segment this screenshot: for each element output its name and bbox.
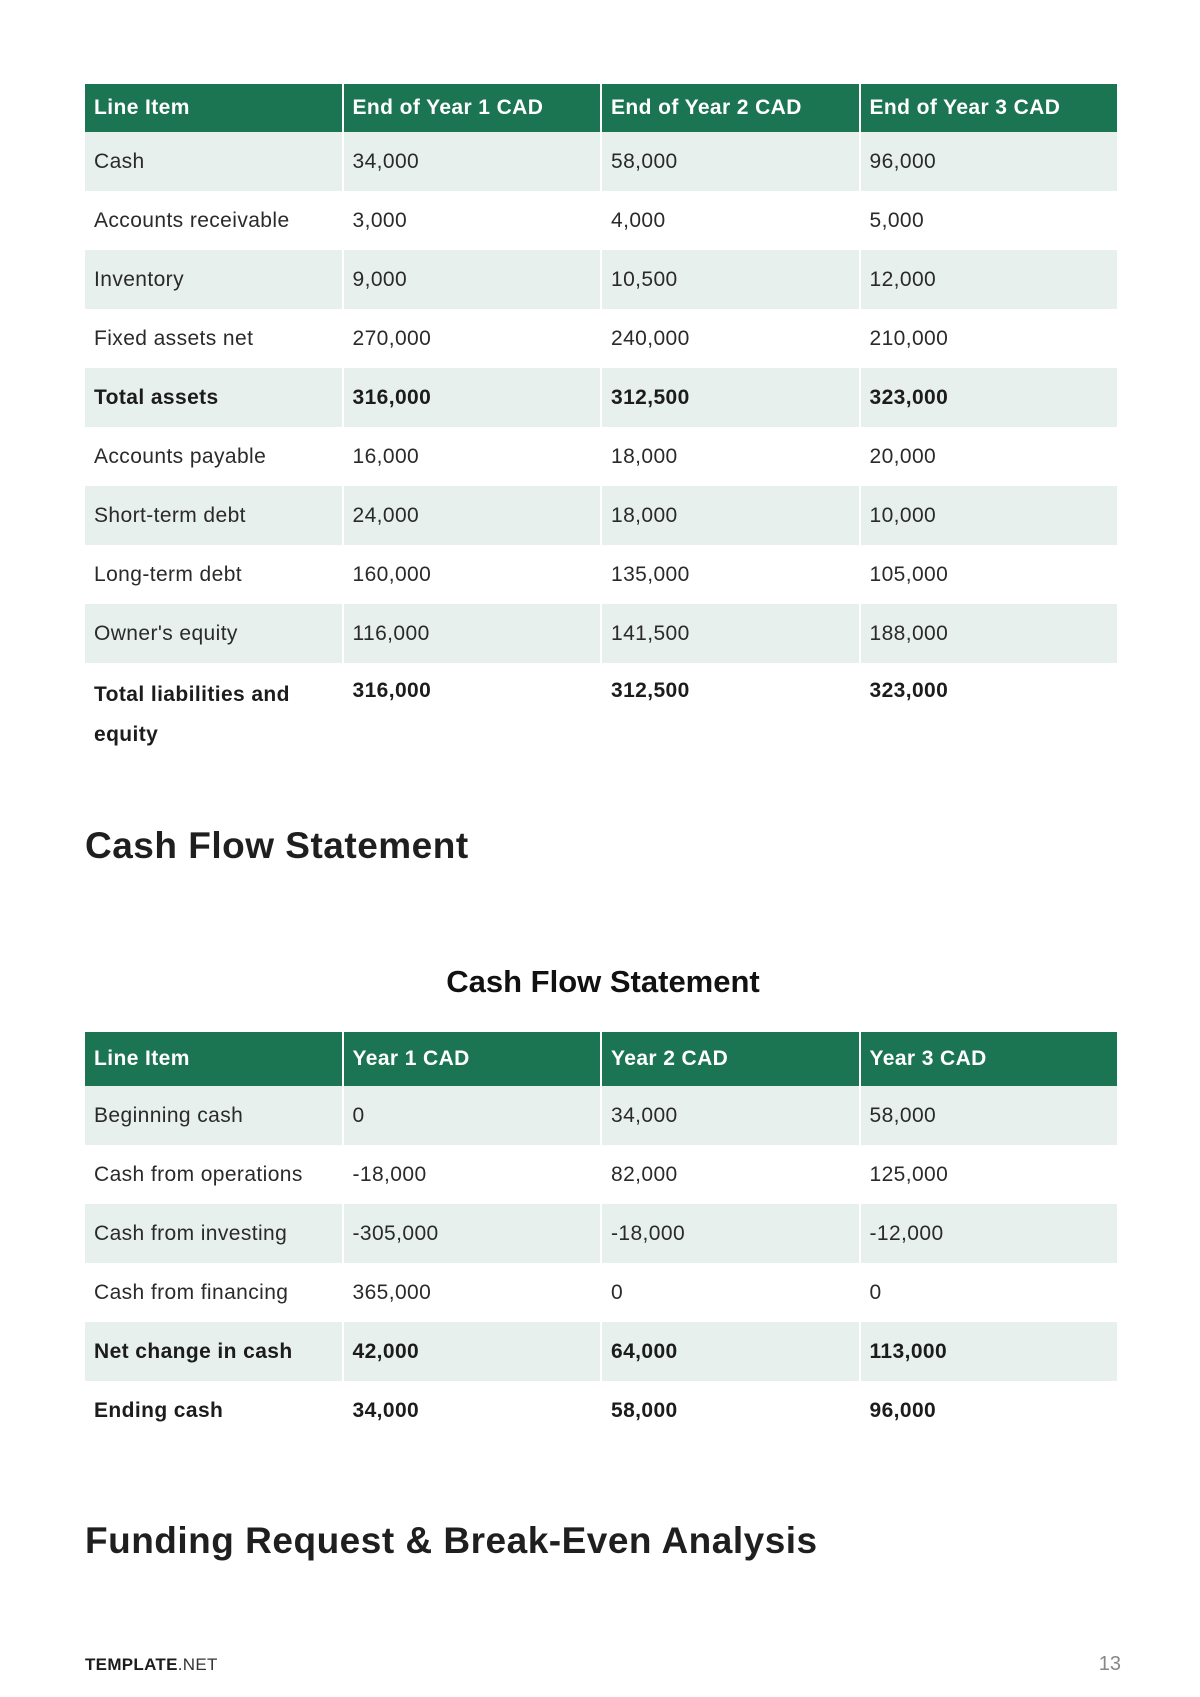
table-row [85,604,1117,663]
table-cell: 82,000 [602,1145,859,1204]
table-cell: 4,000 [602,191,859,250]
table-row [85,250,1117,309]
row-label: Inventory [85,250,342,309]
table-cell: 34,000 [602,1086,859,1145]
table-cell: 141,500 [602,604,859,663]
total-row [85,663,1117,755]
table-cell: 58,000 [861,1086,1118,1145]
column-header: Line Item [85,1032,342,1086]
brand-logo[interactable] [85,1655,218,1675]
table-cell: 0 [344,1086,601,1145]
table-row [85,1086,1117,1145]
page-content [85,84,1121,1562]
table-cell: 96,000 [861,132,1118,191]
table-cell: 42,000 [344,1322,601,1381]
page-number: 13 [1098,1653,1121,1675]
column-header: Year 3 CAD [861,1032,1118,1086]
logo-suffix: .NET [177,1654,218,1674]
page-footer [85,1653,1121,1676]
table-row [85,1204,1117,1263]
column-header: Year 2 CAD [602,1032,859,1086]
table-cell: 18,000 [602,427,859,486]
table-cell: 312,500 [602,663,859,755]
table-cell: 316,000 [344,663,601,755]
table-cell: 58,000 [602,1381,859,1440]
row-label: Total assets [85,368,342,427]
table-cell: 58,000 [602,132,859,191]
table-cell: 323,000 [861,663,1118,755]
table-cell: 316,000 [344,368,601,427]
table-cell: 160,000 [344,545,601,604]
table-cell: 0 [602,1263,859,1322]
table-row [85,132,1117,191]
table-row [85,486,1117,545]
table-cell: 125,000 [861,1145,1118,1204]
table-cell: 34,000 [344,1381,601,1440]
table-cell: 96,000 [861,1381,1118,1440]
table-cell: 240,000 [602,309,859,368]
row-label: Accounts payable [85,427,342,486]
row-label: Owner's equity [85,604,342,663]
table-cell: 312,500 [602,368,859,427]
row-label: Long-term debt [85,545,342,604]
table-cell: 20,000 [861,427,1118,486]
section-heading: Cash Flow Statement [85,825,469,866]
row-label: Accounts receivable [85,191,342,250]
table-cell: -305,000 [344,1204,601,1263]
table-row [85,1145,1117,1204]
row-label: Fixed assets net [85,309,342,368]
row-label: Net change in cash [85,1322,342,1381]
total-row [85,1381,1117,1440]
table-cell: 188,000 [861,604,1118,663]
table-cell: 34,000 [344,132,601,191]
table-cell: 16,000 [344,427,601,486]
column-header: Line Item [85,84,342,132]
row-label: Beginning cash [85,1086,342,1145]
table-cell: 135,000 [602,545,859,604]
table-cell: 270,000 [344,309,601,368]
table-row [85,1263,1117,1322]
table-caption: Cash Flow Statement [446,964,760,999]
table-cell: 365,000 [344,1263,601,1322]
cash-flow-table [83,1032,1119,1440]
table-cell: 105,000 [861,545,1118,604]
table-cell: 9,000 [344,250,601,309]
table-cell: -18,000 [602,1204,859,1263]
table-cell: 5,000 [861,191,1118,250]
table-cell: 113,000 [861,1322,1118,1381]
table-cell: -12,000 [861,1204,1118,1263]
table-header-row [85,84,1117,132]
table-cell: 12,000 [861,250,1118,309]
row-label: Cash from financing [85,1263,342,1322]
row-label: Short-term debt [85,486,342,545]
column-header: End of Year 1 CAD [344,84,601,132]
table-cell: 10,000 [861,486,1118,545]
row-label: Cash from investing [85,1204,342,1263]
table-cell: 323,000 [861,368,1118,427]
table-cell: 10,500 [602,250,859,309]
table-cell: -18,000 [344,1145,601,1204]
table-row [85,309,1117,368]
total-row [85,368,1117,427]
row-label: Cash [85,132,342,191]
table-header-row [85,1032,1117,1086]
logo-wordmark: TEMPLATE [85,1654,178,1674]
total-row [85,1322,1117,1381]
table-cell: 3,000 [344,191,601,250]
table-cell: 210,000 [861,309,1118,368]
table-cell: 116,000 [344,604,601,663]
balance-sheet-table [83,84,1119,755]
row-label: Cash from operations [85,1145,342,1204]
table-cell: 18,000 [602,486,859,545]
section-heading: Funding Request & Break-Even Analysis [85,1520,818,1561]
table-row [85,545,1117,604]
row-label: Ending cash [85,1381,342,1440]
column-header: End of Year 2 CAD [602,84,859,132]
table-cell: 0 [861,1263,1118,1322]
column-header: End of Year 3 CAD [861,84,1118,132]
table-row [85,191,1117,250]
table-row [85,427,1117,486]
column-header: Year 1 CAD [344,1032,601,1086]
table-cell: 24,000 [344,486,601,545]
row-label: Total liabilities and equity [85,663,342,755]
table-cell: 64,000 [602,1322,859,1381]
